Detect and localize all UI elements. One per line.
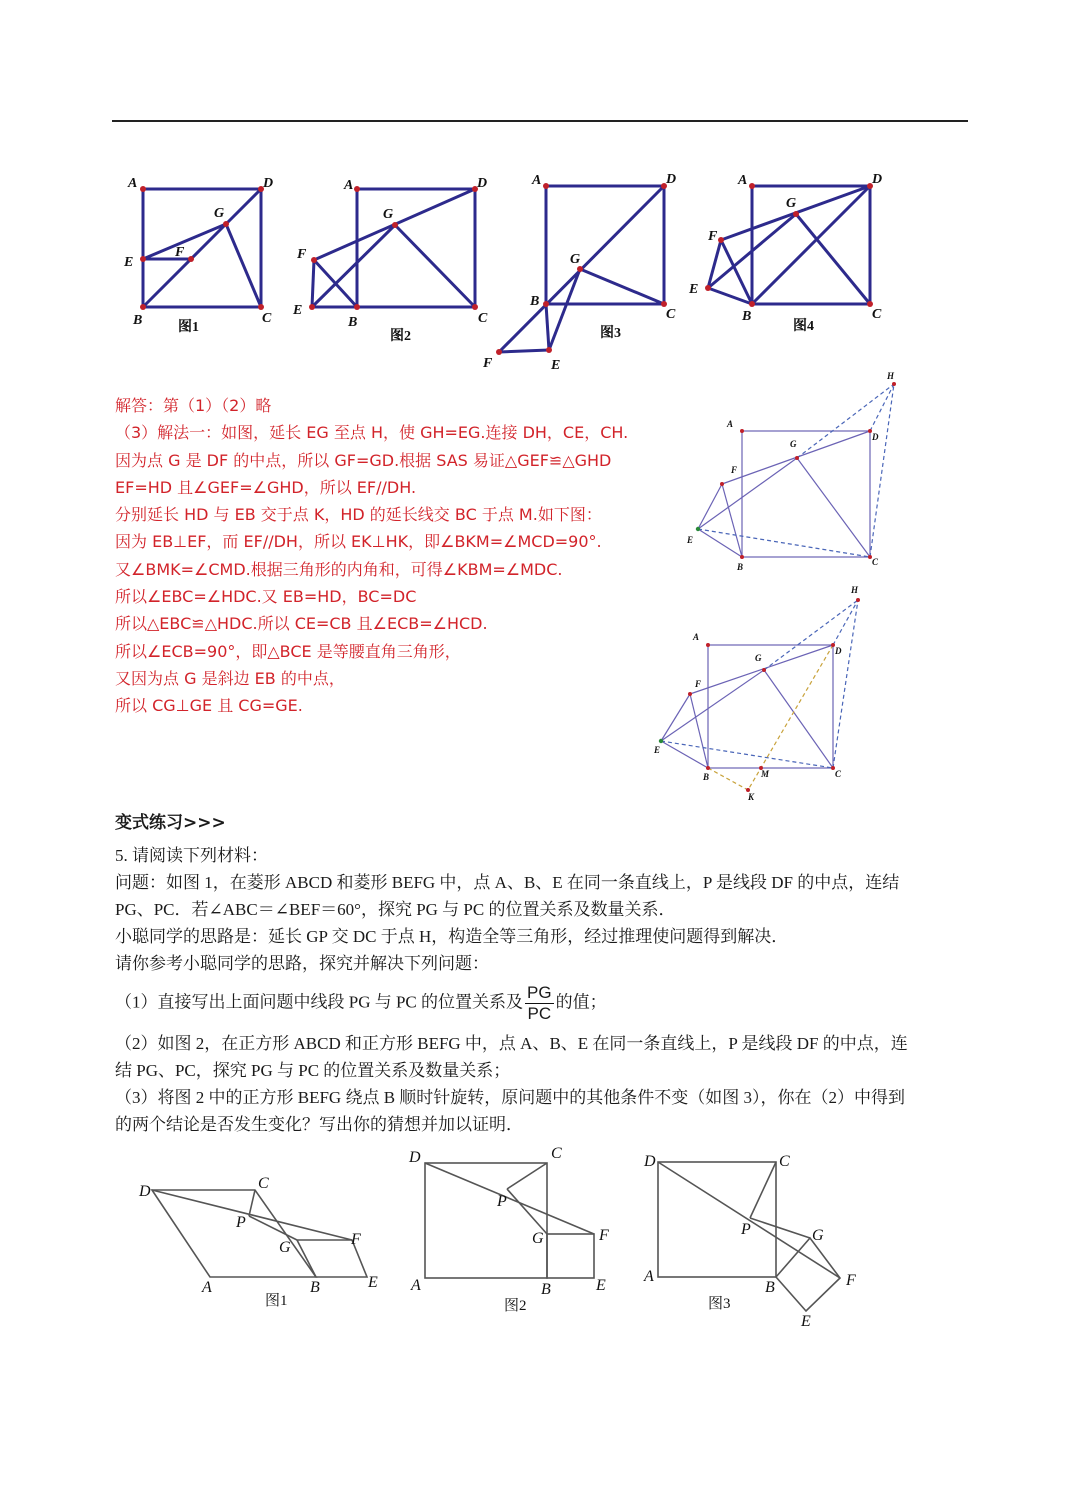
q1-suffix: 的值；	[555, 992, 607, 1012]
problem-text	[115, 842, 975, 1138]
fig3-label-e: E	[551, 358, 561, 373]
bfig3-label-c: C	[779, 1153, 790, 1170]
figb-label-c: C	[835, 769, 842, 779]
fig3-label-c: C	[666, 307, 676, 322]
figa-label-g: G	[790, 439, 797, 449]
fraction-denominator: PC	[527, 1004, 552, 1023]
answer-line-8: 所以∠EBC=∠HDC.又 EB=HD，BC=DC	[115, 587, 417, 607]
question-1	[115, 983, 975, 1024]
fig4-label-f: F	[708, 229, 718, 244]
figb-label-b: B	[703, 772, 710, 782]
bfig1-label-d: D	[139, 1183, 151, 1200]
top-figures	[110, 165, 910, 380]
fig3-label-f: F	[483, 356, 493, 371]
fig4-label-d: D	[872, 172, 883, 187]
fig2-label-a: A	[344, 178, 354, 193]
figa-label-a: A	[727, 419, 734, 429]
bfig3-label-d: D	[644, 1153, 656, 1170]
pg-pc-fraction	[525, 983, 554, 1024]
answer-line-7: 又∠BMK=∠CMD.根据三角形的内角和，可得∠KBM=∠MDC.	[115, 559, 563, 579]
question-3-line-2: 的两个结论是否发生变化？写出你的猜想并加以证明．	[115, 1115, 523, 1134]
fig3-caption: 图3	[600, 326, 621, 341]
bfig3-label-a: A	[644, 1268, 654, 1285]
figa-label-e: E	[687, 535, 694, 545]
question-2-line-2: 结 PG、PC，探究 PG 与 PC 的位置关系及数量关系；	[115, 1061, 511, 1080]
header-rule	[112, 120, 968, 122]
bfig1-caption: 图1	[265, 1293, 288, 1309]
bfig2-label-c: C	[551, 1145, 562, 1162]
fig1-caption: 图1	[178, 320, 199, 335]
fig3-label-g: G	[570, 252, 581, 267]
fraction-numerator: PG	[527, 983, 552, 1002]
fig4-label-e: E	[689, 282, 699, 297]
bfig3-label-p: P	[741, 1221, 751, 1238]
fig1-label-d: D	[263, 176, 274, 191]
fig1-label-e: E	[124, 255, 134, 270]
bfig2-label-p: P	[497, 1193, 507, 1210]
bfig2-caption: 图2	[504, 1298, 527, 1314]
fig2-caption: 图2	[390, 329, 411, 344]
bfig2-label-e: E	[596, 1277, 606, 1294]
answer-line-9: 所以△EBC≌△HDC.所以 CE=CB 且∠ECB=∠HCD.	[115, 614, 488, 634]
figb-label-d: D	[835, 646, 842, 656]
bfig2-label-d: D	[409, 1149, 421, 1166]
answer-line-10: 所以∠ECB=90°，即△BCE 是等腰直角三角形，	[115, 641, 461, 661]
answer-line-3: 因为点 G 是 DF 的中点，所以 GF=GD.根据 SAS 易证△GEF≌△GHD	[115, 450, 612, 470]
problem-line-1: 5. 请阅读下列材料：	[115, 846, 268, 865]
fig2-label-b: B	[348, 315, 358, 330]
question-2-line-1: （2）如图 2，在正方形 ABCD 和正方形 BEFG 中，点 A、B、E 在同一条直线上，P 是线段 DF 的中点，连	[115, 1034, 908, 1053]
fig4-label-a: A	[738, 173, 748, 188]
fig1-label-c: C	[262, 311, 272, 326]
answer-line-5: 分别延长 HD 与 EB 交于点 K，HD 的延长线交 BC 于点 M.如下图：	[115, 505, 602, 525]
answer-line-4: EF=HD 且∠GEF=∠GHD，所以 EF//DH.	[115, 477, 417, 497]
fig1-label-b: B	[133, 313, 143, 328]
fig1-label-a: A	[128, 176, 138, 191]
bfig1-label-g: G	[279, 1239, 291, 1256]
fig4-caption: 图4	[793, 319, 814, 334]
figa-label-d: D	[872, 432, 879, 442]
bfig2-label-g: G	[532, 1230, 544, 1247]
fig4-label-c: C	[872, 307, 882, 322]
figb-label-g: G	[755, 653, 762, 663]
fig3-label-a: A	[532, 173, 542, 188]
figb-label-a: A	[693, 632, 700, 642]
fig2-label-g: G	[383, 207, 394, 222]
fig4-label-b: B	[742, 309, 752, 324]
answer-line-6: 因为 EB⊥EF，而 EF//DH，所以 EK⊥HK，即∠BKM=∠MCD=90°.	[115, 532, 602, 552]
fig1-label-g: G	[214, 206, 225, 221]
figb-label-k: K	[748, 792, 755, 802]
bfig1-label-b: B	[310, 1279, 320, 1296]
fig3-label-d: D	[666, 172, 677, 187]
answer-line-12: 所以 CG⊥GE 且 CG=GE.	[115, 696, 303, 716]
fig2-label-e: E	[293, 303, 303, 318]
bfig1-label-e: E	[368, 1274, 378, 1291]
solution-figures	[645, 368, 910, 803]
bfig2-label-f: F	[599, 1227, 609, 1244]
figb-label-f: F	[695, 679, 702, 689]
bfig3-caption: 图3	[708, 1296, 731, 1312]
bfig1-label-c: C	[258, 1175, 269, 1192]
bfig3-label-g: G	[812, 1227, 824, 1244]
bfig3-label-f: F	[846, 1272, 856, 1289]
bottom-figures	[130, 1140, 870, 1340]
answer-line-1: 解答：第（1）（2）略	[115, 396, 272, 415]
bfig3-label-b: B	[765, 1279, 775, 1296]
bfig3-label-e: E	[801, 1313, 811, 1330]
bfig1-label-p: P	[236, 1214, 246, 1231]
bfig1-label-a: A	[202, 1279, 212, 1296]
fig2-label-d: D	[477, 176, 488, 191]
figa-label-f: F	[731, 465, 738, 475]
fig2-label-c: C	[478, 311, 488, 326]
figb-label-e: E	[654, 745, 661, 755]
problem-line-4: 小聪同学的思路是：延长 GP 交 DC 于点 H，构造全等三角形，经过推理使问题得到解决．	[115, 927, 789, 946]
figa-label-b: B	[737, 562, 744, 572]
question-3-line-1: （3）将图 2 中的正方形 BEFG 绕点 B 顺时针旋转，原问题中的其他条件不变（如图 3），你在（2）中得到	[115, 1088, 906, 1107]
figa-label-h: H	[887, 371, 895, 381]
problem-line-3: PG、PC．若∠ABC＝∠BEF＝60°，探究 PG 与 PC 的位置关系及数量关系．	[115, 900, 676, 919]
fig1-label-f: F	[175, 245, 185, 260]
answer-line-2: （3）解法一：如图，延长 EG 至点 H，使 GH=EG.连接 DH，CE，CH.	[115, 423, 629, 443]
q1-prefix: （1）直接写出上面问题中线段 PG 与 PC 的位置关系及	[115, 992, 524, 1012]
solution-text	[115, 392, 675, 720]
fig3-label-b: B	[530, 294, 540, 309]
fig4-label-g: G	[786, 196, 797, 211]
answer-line-11: 又因为点 G 是斜边 EB 的中点，	[115, 668, 345, 688]
bfig1-label-f: F	[351, 1231, 361, 1248]
bfig2-label-a: A	[411, 1277, 421, 1294]
fig2-label-f: F	[297, 247, 307, 262]
figb-label-m: M	[761, 769, 770, 779]
problem-line-5: 请你参考小聪同学的思路，探究并解决下列问题：	[115, 954, 489, 973]
section-title: 变式练习>>>	[115, 813, 226, 833]
bfig2-label-b: B	[541, 1281, 551, 1298]
figb-label-h: H	[851, 585, 859, 595]
figa-label-c: C	[872, 557, 879, 567]
problem-line-2: 问题：如图 1，在菱形 ABCD 和菱形 BEFG 中，点 A、B、E 在同一条直线上，P 是线段 DF 的中点，连结	[115, 873, 900, 892]
